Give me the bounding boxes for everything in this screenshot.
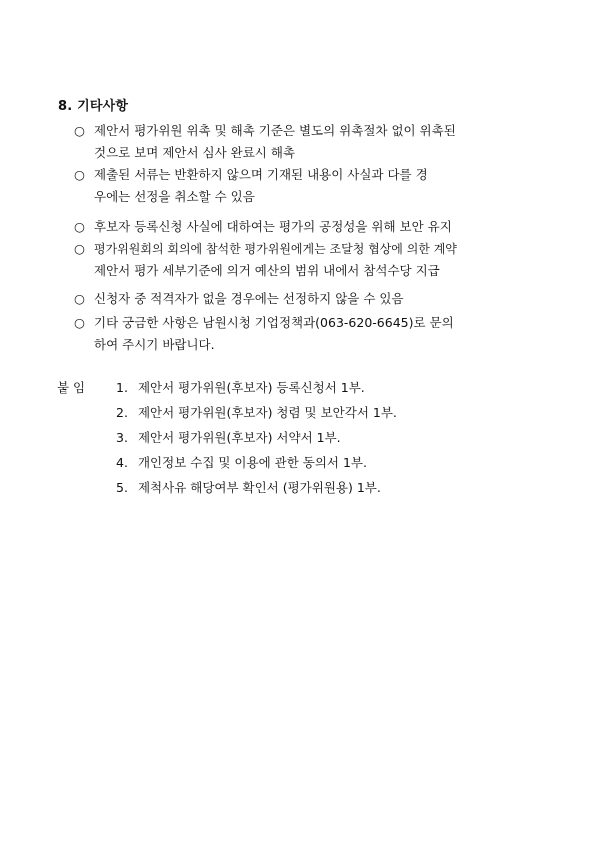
circle-bullet-icon: ○ xyxy=(74,291,85,306)
list-item xyxy=(74,288,544,310)
list-item-text-continued: 우에는 선정을 취소할 수 있음 xyxy=(94,189,255,204)
section-heading: 8. 기타사항 xyxy=(58,99,129,114)
attachment-number: 4. xyxy=(116,455,128,470)
attachment-number: 1. xyxy=(116,380,128,395)
attachment-text: 제척사유 해당여부 확인서 (평가위원용) 1부. xyxy=(137,480,381,495)
attachment-item xyxy=(116,478,381,496)
circle-bullet-icon: ○ xyxy=(74,123,85,138)
attachment-text: 제안서 평가위원(후보자) 서약서 1부. xyxy=(137,430,341,445)
list-item-text-continued: 하여 주시기 바랍니다. xyxy=(94,337,215,352)
attachment-item xyxy=(116,378,365,396)
circle-bullet-icon: ○ xyxy=(74,315,85,330)
list-item xyxy=(74,120,544,164)
attachment-number: 5. xyxy=(116,480,128,495)
attachment-number: 2. xyxy=(116,405,128,420)
circle-bullet-icon: ○ xyxy=(74,167,85,182)
attachments-label: 붙 임 xyxy=(57,380,86,395)
list-item-text: 평가위원회의 회의에 참석한 평가위원에게는 조달청 협상에 의한 계약 xyxy=(94,242,457,256)
list-item-text-continued: 제안서 평가 세부기준에 의거 예산의 범위 내에서 참석수당 지급 xyxy=(94,263,440,278)
list-item-text-continued: 것으로 보며 제안서 심사 완료시 해촉 xyxy=(94,145,295,160)
attachment-text: 제안서 평가위원(후보자) 청렴 및 보안각서 1부. xyxy=(137,405,397,420)
list-item-text: 기타 궁금한 사항은 남원시청 기업정책과(063-620-6645)로 문의 xyxy=(94,315,454,330)
list-item-text: 제안서 평가위원 위촉 및 해촉 기준은 별도의 위촉절차 없이 위촉된 xyxy=(94,123,456,138)
list-item xyxy=(74,216,544,238)
circle-bullet-icon: ○ xyxy=(74,219,85,234)
list-item-text: 제출된 서류는 반환하지 않으며 기재된 내용이 사실과 다를 경 xyxy=(94,167,428,182)
list-item-text: 신청자 중 적격자가 없을 경우에는 선정하지 않을 수 있음 xyxy=(94,291,404,306)
attachment-item xyxy=(116,428,341,446)
circle-bullet-icon: ○ xyxy=(74,241,85,256)
list-item-text: 후보자 등록신청 사실에 대하여는 평가의 공정성을 위해 보안 유지 xyxy=(94,219,452,234)
attachment-item xyxy=(116,403,397,421)
attachment-item xyxy=(116,453,367,471)
list-item xyxy=(74,238,544,282)
attachment-text: 제안서 평가위원(후보자) 등록신청서 1부. xyxy=(137,380,365,395)
list-item xyxy=(74,164,544,208)
list-item xyxy=(74,312,544,356)
attachment-number: 3. xyxy=(116,430,128,445)
attachment-text: 개인정보 수집 및 이용에 관한 동의서 1부. xyxy=(137,455,367,470)
